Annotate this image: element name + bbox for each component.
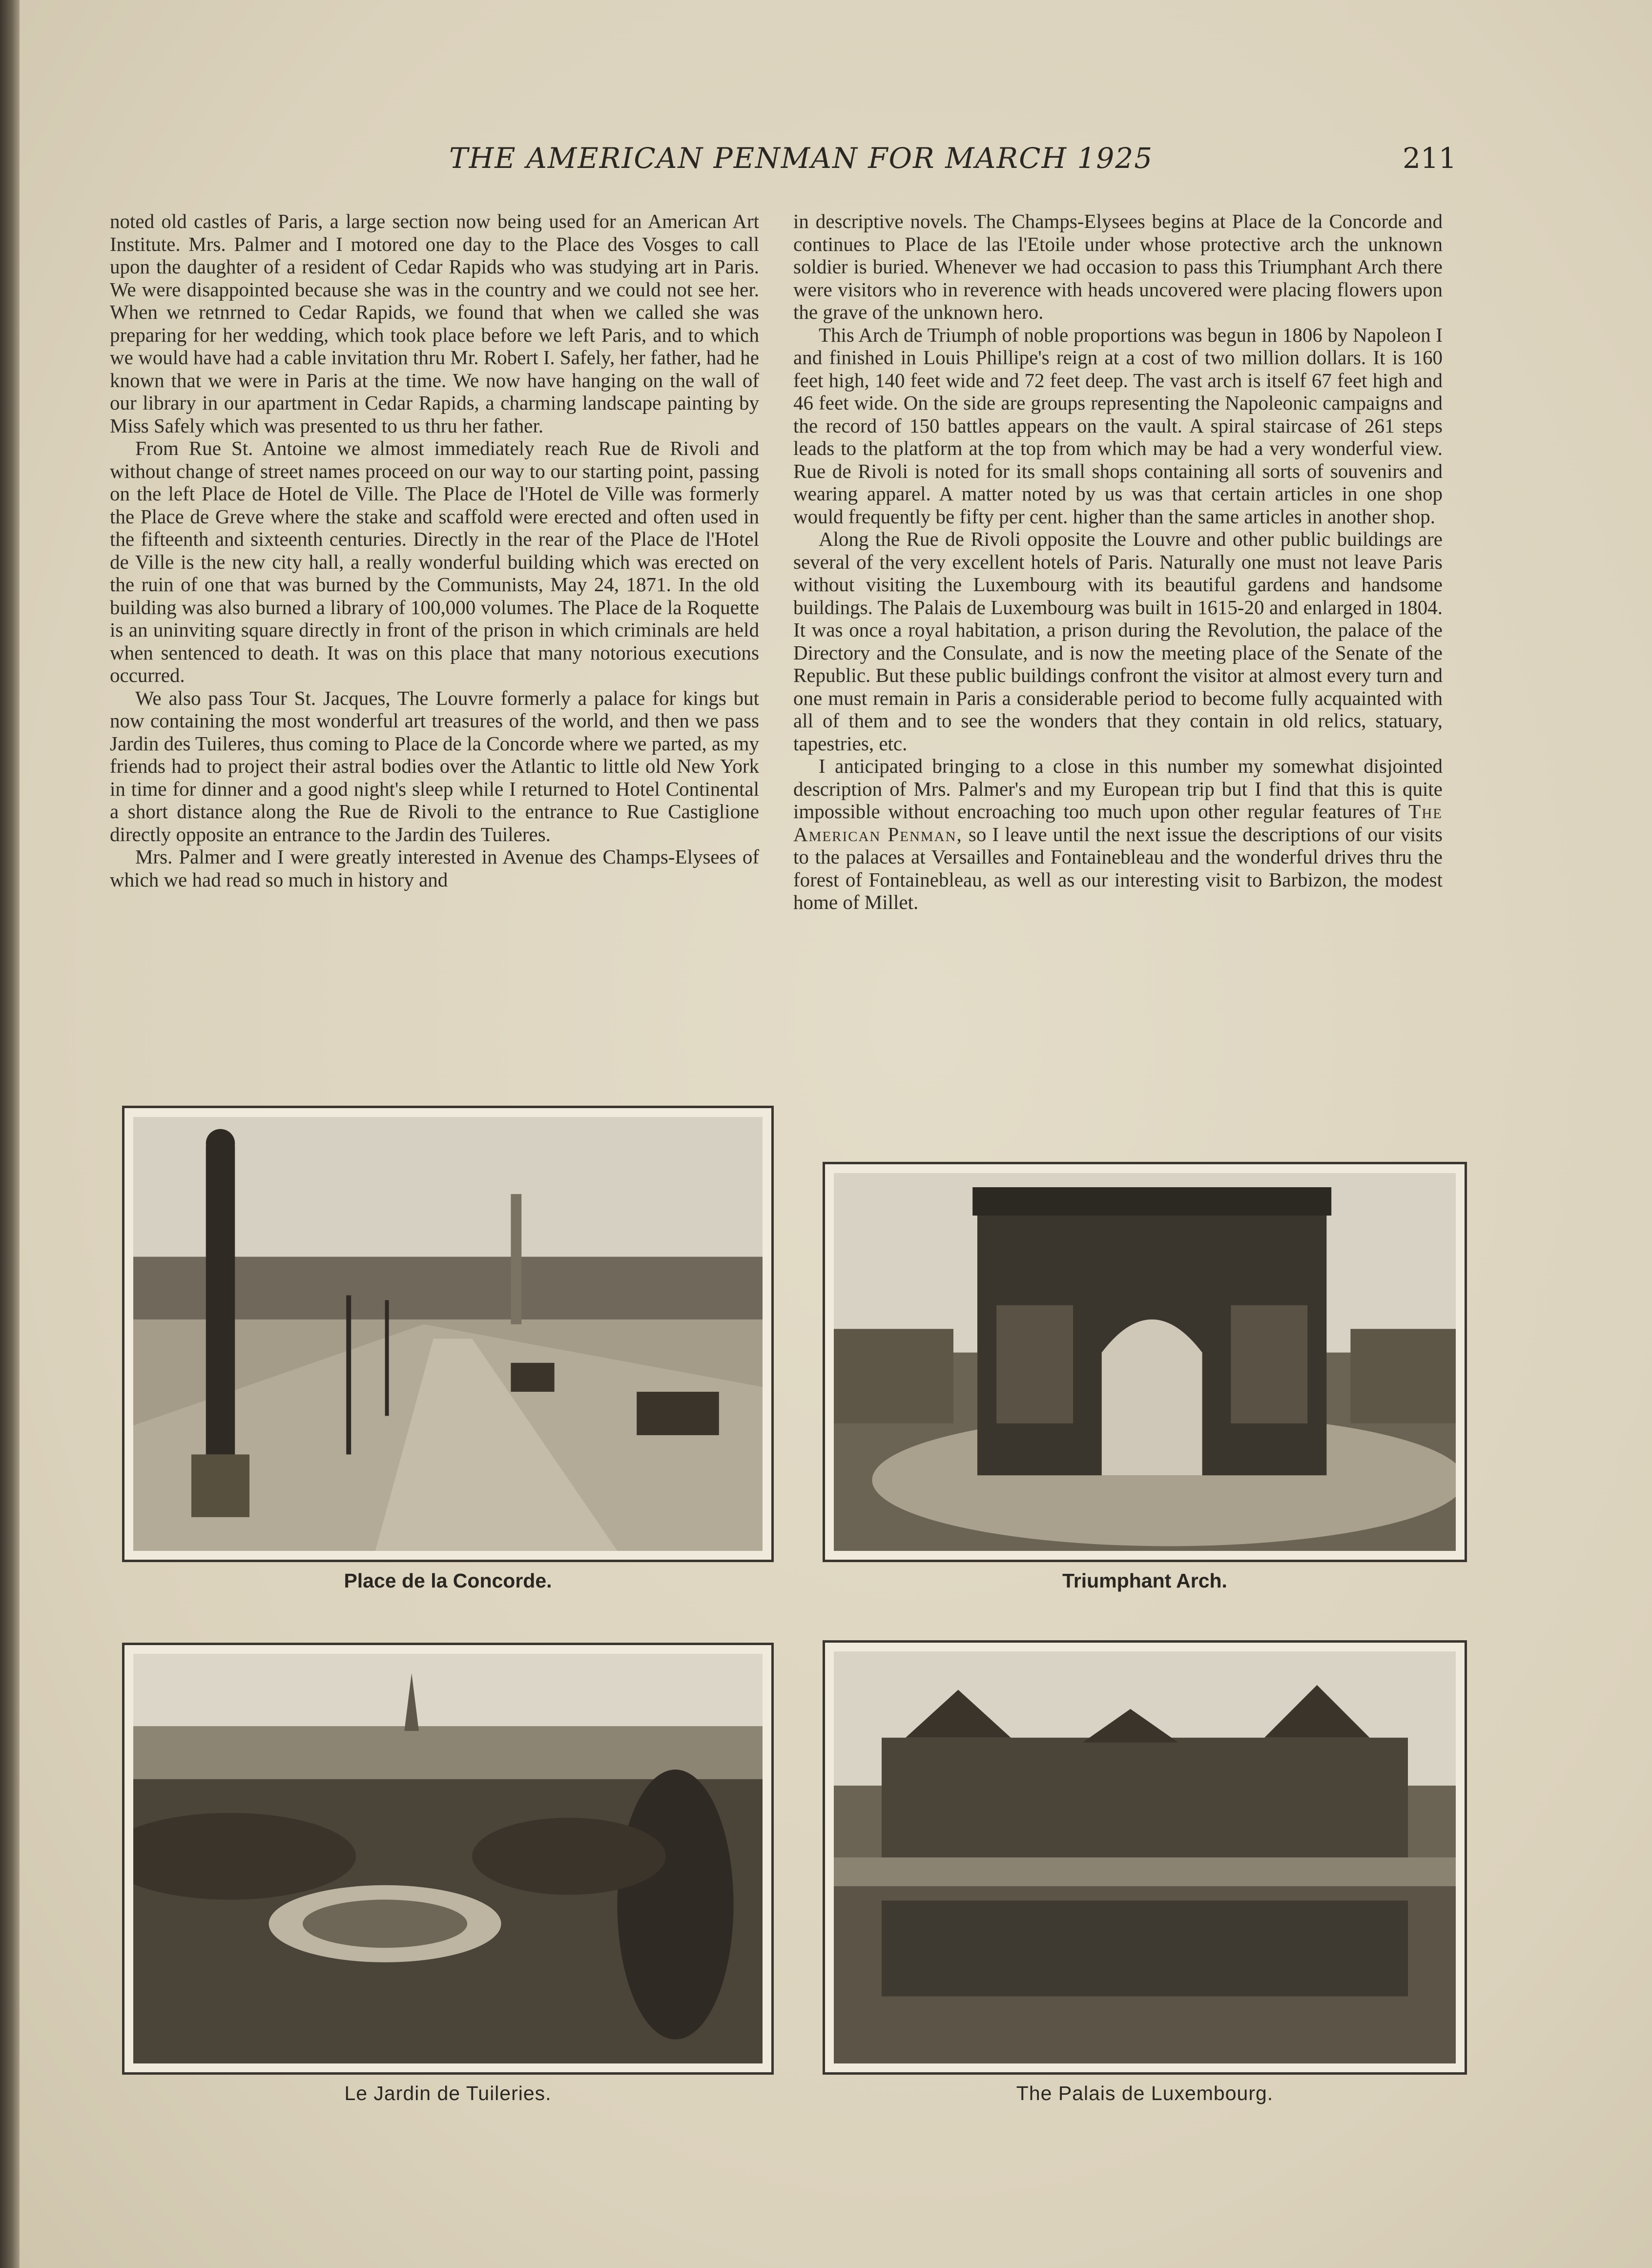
photo-palais-de-luxembourg — [823, 1640, 1467, 2075]
photo-place-de-la-concorde — [122, 1106, 774, 1562]
page-header — [20, 142, 1652, 181]
paragraph: in descriptive novels. The Champs-Elysees begins at Place de la Concorde and continues to Place de las l'Etoile under whose protective arch the unknown soldier is buried. Whenever we had occasion to pass this Triumphant Arch there were visitors who in reverence with heads uncovered were placing flowers upon the grave of the unknown hero. — [793, 210, 1443, 323]
closing-text-end: so I leave until the next issue the descriptions of our visits to the palaces at Versailles and Fontainebleau and the wonderful drives thru the forest of Fontainebleau, as well as our interesting visit to Barbizon, the modest home of Millet. — [793, 823, 1443, 913]
caption-jardin-de-tuileries: Le Jardin de Tuileries. — [344, 2082, 552, 2104]
photo-jardin-de-tuileries — [122, 1643, 774, 2075]
right-text-column — [793, 210, 1443, 914]
magazine-page — [20, 0, 1652, 2268]
arch-photo-image — [834, 1173, 1456, 1551]
concorde-photo-image — [133, 1117, 763, 1551]
paragraph: noted old castles of Paris, a large section now being used for an American Art Institute. Mrs. Palmer and I motored one day to the Place des Vosges to call upon the daughter of a resident of Cedar Rapids who was studying art in Paris. We were disappointed because she was in the country and we could not see her. When we retnrned to Cedar Rapids, we found that when we called she was preparing for her wedding, which took place before we left Paris, and to which we would have had a cable invitation thru Mr. Robert I. Safely, her father, had he known that we were in Paris at the time. We now have hanging on the wall of our library in our apartment in Cedar Rapids, a charming landscape painting by Miss Safely which was presented to us thru her father. — [110, 210, 759, 437]
left-text-column — [110, 210, 759, 891]
paragraph: This Arch de Triumph of noble proportions was begun in 1806 by Napoleon I and finished in Louis Phillipe's reign at a cost of two million dollars. It is 160 feet high, 140 feet wide and 72 feet deep. The vast arch is itself 67 feet high and 46 feet wide. On the side are groups representing the Napoleonic campaigns and the record of 150 battles appears on the vault. A spiral staircase of 261 steps leads to the platform at the top from which may be had a very wonderful view. Rue de Rivoli is noted for its small shops containing all sorts of souvenirs and wearing apparel. A matter noted by us was that certain articles in one shop would frequently be fifty per cent. higher than the same articles in another shop. — [793, 323, 1443, 528]
book-binding-edge — [0, 0, 20, 2268]
closing-paragraph — [793, 755, 1443, 914]
paragraph: Mrs. Palmer and I were greatly interested in Avenue des Champs-Elysees of which we had read so much in history and — [110, 845, 759, 891]
paragraph: From Rue St. Antoine we almost immediately reach Rue de Rivoli and without change of street names proceed on our way to our starting point, passing on the left Place de Hotel de Ville. The Place de l'Hotel de Ville was formerly the Place de Greve where the stake and scaffold were erected and often used in the fifteenth and sixteenth centuries. Directly in the rear of the Place de l'Hotel de Ville is the new city hall, a really wonderful building which was erected on the ruin of one that was burned by the Communists, May 24, 1871. In the old building was also burned a library of 100,000 volumes. The Place de la Roquette is an uninviting square directly in front of the prison in which criminals are held when sentenced to death. It was on this place that many notorious executions occurred. — [110, 437, 759, 686]
tuileries-photo-image — [133, 1654, 763, 2063]
paragraph: We also pass Tour St. Jacques, The Louvre formerly a palace for kings but now containing the most wonderful art treasures of the world, and then we pass Jardin des Tuileres, thus coming to Place de la Concorde where we parted, as my friends had to project their astral bodies over the Atlantic to little old New York in time for dinner and a good night's sleep while I returned to Hotel Continental a short distance along the Rue de Rivoli to the entrance to Rue Castiglione directly opposite an entrance to the Jardin des Tuileres. — [110, 686, 759, 845]
page-number: 211 — [1403, 142, 1457, 175]
caption-place-de-la-concorde: Place de la Concorde. — [344, 1569, 552, 1592]
caption-palais-de-luxembourg: The Palais de Luxembourg. — [1016, 2082, 1274, 2104]
luxembourg-photo-image — [834, 1651, 1456, 2063]
paragraph: Along the Rue de Rivoli opposite the Louvre and other public buildings are several of the very excellent hotels of Paris. Naturally one must not leave Paris without visiting the Luxembourg with its beautiful gardens and handsome buildings. The Palais de Luxembourg was built in 1615-20 and enlarged in 1804. It was once a royal habitation, a prison during the Revolution, the palace of the Directory and the Consulate, and is now the meeting place of the Senate of the Republic. But these public buildings confront the visitor at almost every turn and one must remain in Paris a considerable period to become fully acquainted with all of them and to see the wonders that they contain in old relics, statuary, tapestries, etc. — [793, 528, 1443, 755]
photo-triumphant-arch — [823, 1162, 1467, 1562]
closing-text-start: I anticipated bringing to a close in this number my somewhat disjointed description of Mrs. Palmer's and my European trip but I find that this is quite impossible without encroaching too much upon other regular features of — [793, 755, 1443, 823]
running-title: THE AMERICAN PENMAN FOR MARCH 1925 — [449, 142, 1154, 175]
magazine-name: The American Penman, — [793, 800, 1443, 845]
caption-triumphant-arch: Triumphant Arch. — [1062, 1569, 1227, 1592]
